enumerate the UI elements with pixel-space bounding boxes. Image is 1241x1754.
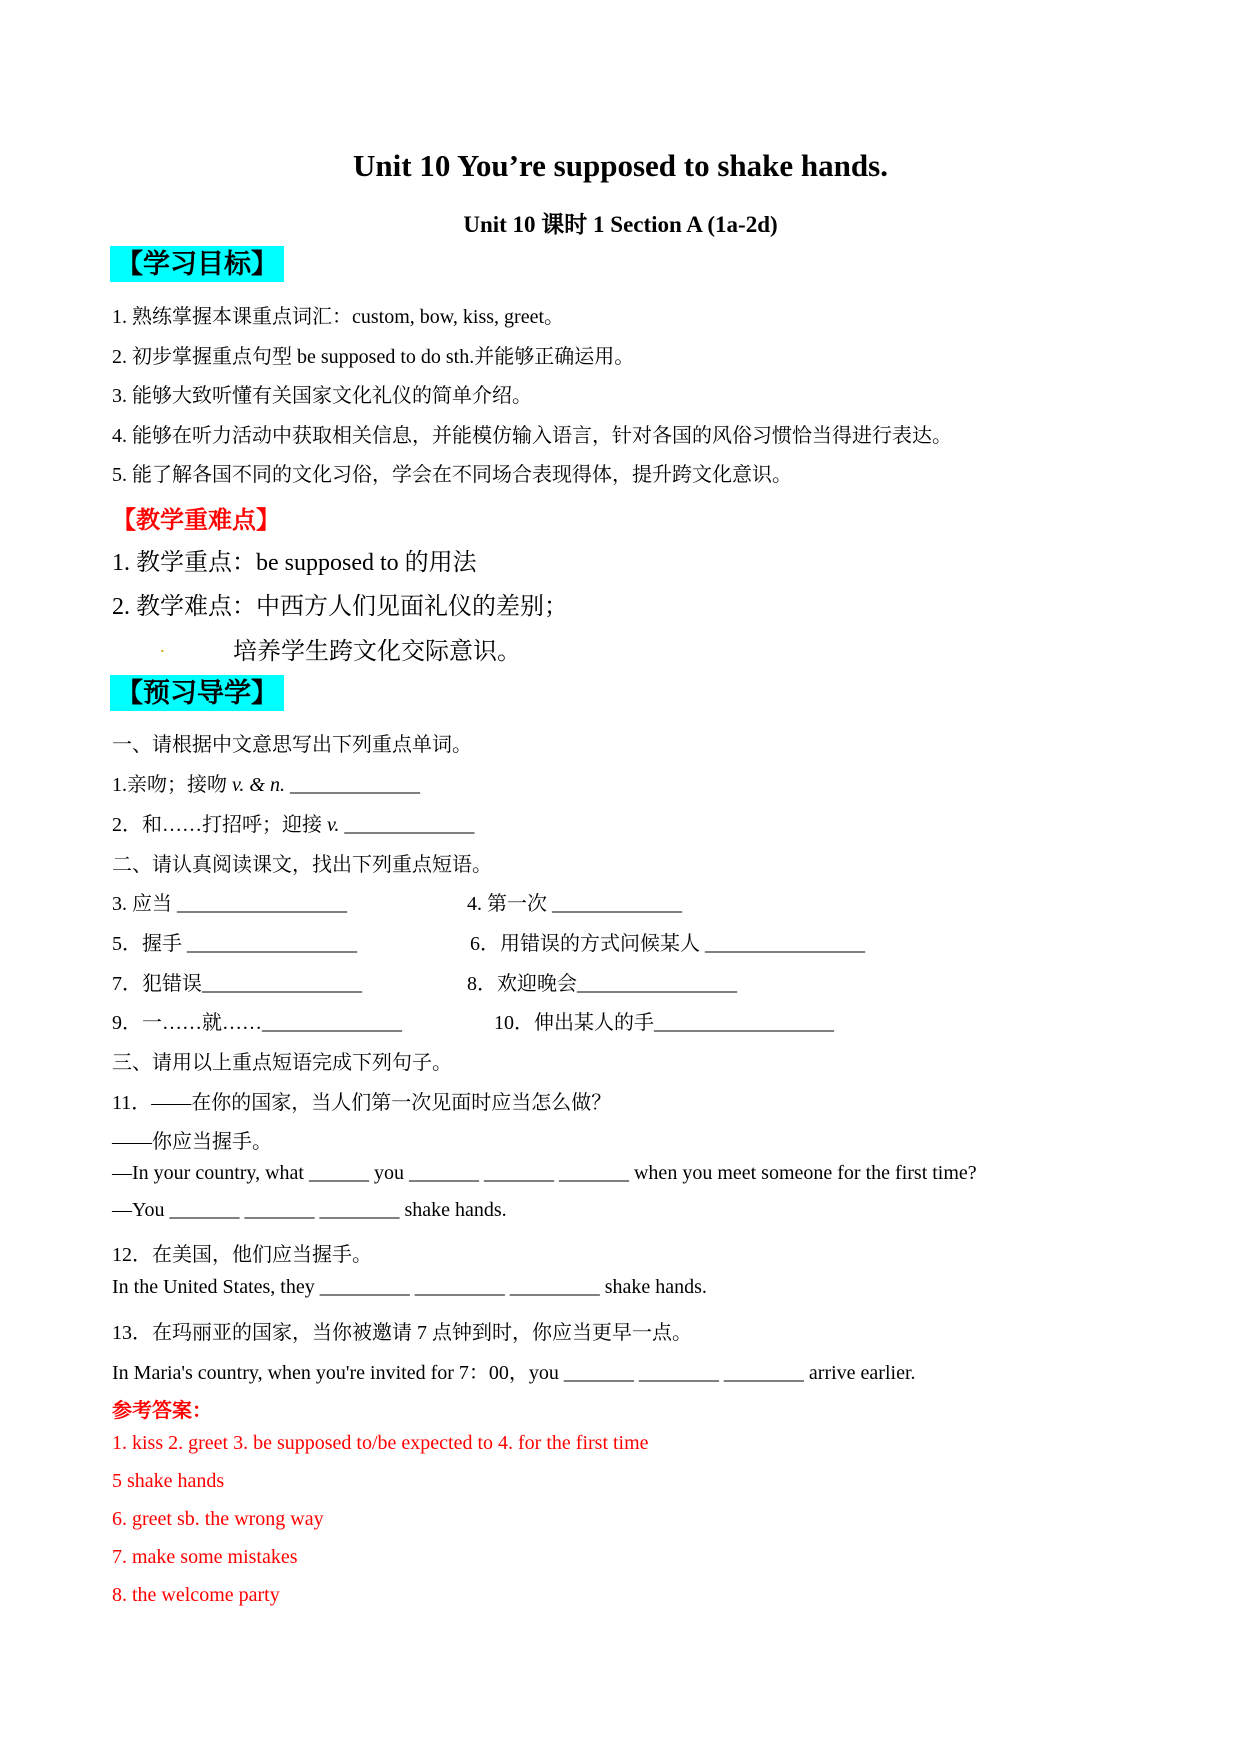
- bullet-dot: .: [160, 636, 165, 656]
- phrase-item: 4. 第一次 _____________: [467, 893, 682, 915]
- question-11-cn: 11．——在你的国家，当人们第一次见面时应当怎么做？: [112, 1092, 612, 1114]
- key-point-item: 2. 教学难点：中西方人们见面礼仪的差别；: [112, 594, 568, 620]
- vocab-item: 2．和……打招呼；迎接 v. _____________: [112, 814, 475, 836]
- phrase-item: 7．犯错误________________: [112, 973, 362, 995]
- objectives-heading: 【学习目标】: [110, 246, 284, 282]
- objective-item: 4. 能够在听力活动中获取相关信息，并能模仿输入语言，针对各国的风俗习惯恰当得进行表达。: [112, 425, 952, 447]
- phrase-item: 5．握手 _________________: [112, 933, 357, 955]
- answer-blank: _____________: [344, 814, 475, 836]
- question-11-en: —In your country, what ______ you _______ _______ _______ when you meet someone for the first time?: [112, 1162, 977, 1184]
- objective-item: 3. 能够大致听懂有关国家文化礼仪的简单介绍。: [112, 385, 532, 407]
- phrase-item: 8．欢迎晚会________________: [467, 973, 737, 995]
- phrase-item: 3. 应当 _________________: [112, 893, 347, 915]
- answer-blank: _____________: [289, 774, 420, 796]
- phrase-item: 9．一……就……______________: [112, 1012, 402, 1034]
- part2-title: 二、请认真阅读课文，找出下列重点短语。: [112, 854, 492, 876]
- question-11-en-answer: —You _______ _______ ________ shake hands.: [112, 1199, 507, 1221]
- answer-line: 7. make some mistakes: [112, 1546, 298, 1568]
- key-point-item: 1. 教学重点：be supposed to 的用法: [112, 550, 477, 576]
- preview-heading: 【预习导学】: [110, 675, 284, 711]
- part3-title: 三、请用以上重点短语完成下列句子。: [112, 1052, 452, 1074]
- phrase-item: 10．伸出某人的手__________________: [494, 1012, 834, 1034]
- vocab-item: 1.亲吻；接吻 v. & n. _____________: [112, 774, 420, 796]
- question-13-cn: 13．在玛丽亚的国家，当你被邀请 7 点钟到时，你应当更早一点。: [112, 1322, 692, 1344]
- key-points-heading: 【教学重难点】: [112, 508, 280, 534]
- page-subtitle: Unit 10 课时 1 Section A (1a-2d): [463, 212, 778, 237]
- question-12-en: In the United States, they _________ _________ _________ shake hands.: [112, 1276, 707, 1298]
- objective-item: 2. 初步掌握重点句型 be supposed to do sth.并能够正确运用。: [112, 346, 635, 368]
- answer-line: 1. kiss 2. greet 3. be supposed to/be expected to 4. for the first time: [112, 1432, 649, 1454]
- question-13-en: In Maria's country, when you're invited for 7：00，you _______ ________ ________ arrive earlier.: [112, 1362, 916, 1384]
- question-12-cn: 12．在美国，他们应当握手。: [112, 1244, 372, 1266]
- answer-line: 6. greet sb. the wrong way: [112, 1508, 324, 1530]
- answers-heading: 参考答案：: [112, 1400, 212, 1422]
- phrase-item: 6．用错误的方式问候某人 ________________: [470, 933, 865, 955]
- key-point-item: 培养学生跨文化交际意识。: [233, 639, 521, 665]
- answer-line: 8. the welcome party: [112, 1584, 280, 1606]
- objective-item: 1. 熟练掌握本课重点词汇：custom, bow, kiss, greet。: [112, 306, 565, 328]
- objective-item: 5. 能了解各国不同的文化习俗，学会在不同场合表现得体，提升跨文化意识。: [112, 464, 792, 486]
- page-title: Unit 10 You’re supposed to shake hands.: [353, 148, 888, 183]
- question-11-cn-answer: ——你应当握手。: [112, 1131, 272, 1153]
- answer-line: 5 shake hands: [112, 1470, 225, 1492]
- part1-title: 一、请根据中文意思写出下列重点单词。: [112, 734, 472, 756]
